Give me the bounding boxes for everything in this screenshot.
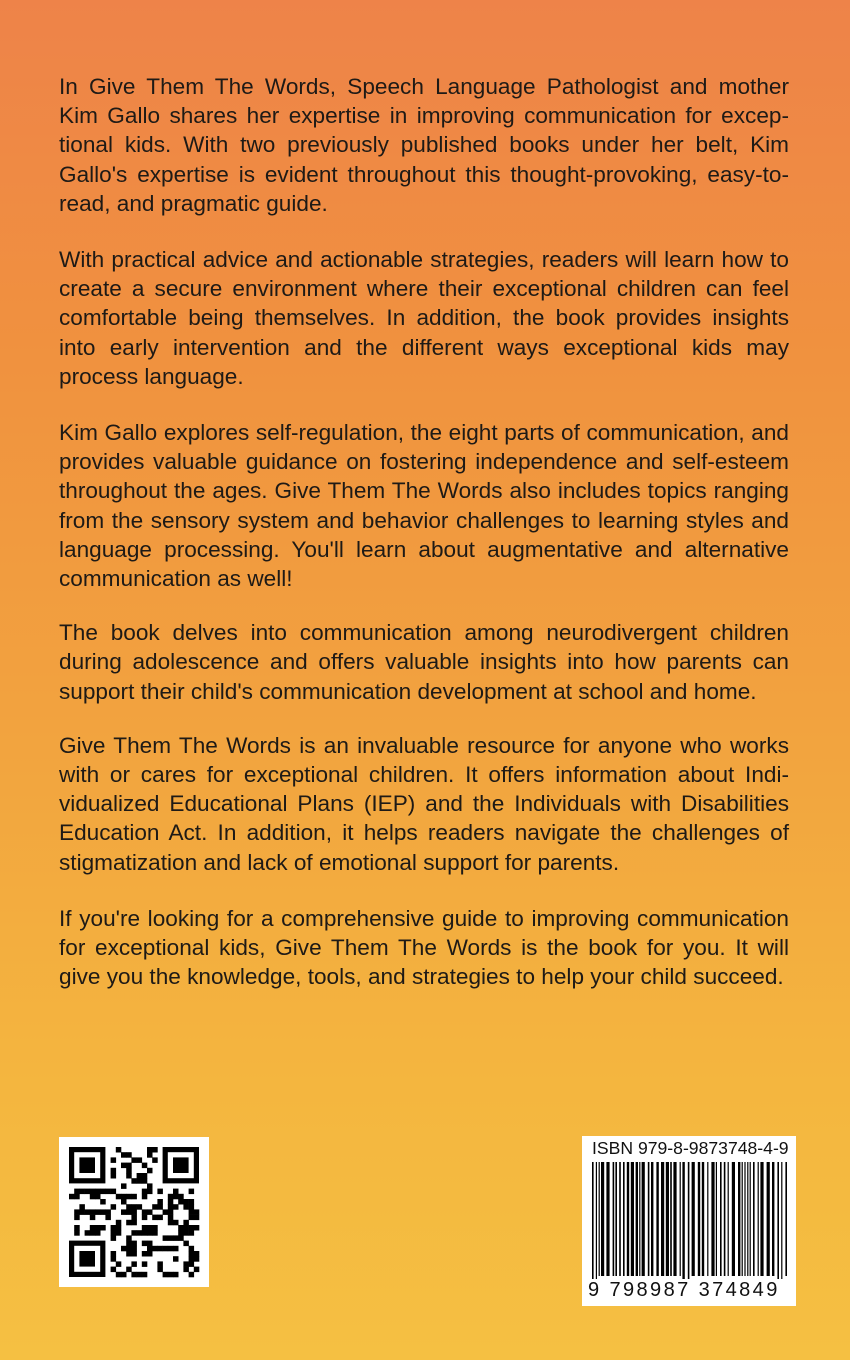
barcode-icon — [590, 1162, 788, 1288]
isbn-barcode — [582, 1136, 796, 1306]
barcode-digits: 9 798987 374849 — [588, 1279, 790, 1302]
paragraph-2: With practical advice and actionable strategies, readers will learn how to create a secure environment where their exceptional children can feel comfortable being themselves. In addition, the book provides insights into early intervention and the different ways exceptional kids may process language. — [59, 247, 789, 389]
paragraph-4: The book delves into communication among neurodivergent children during adolescence and offers valuable insights into how parents can support their child's communication development at school and home. — [59, 620, 789, 704]
isbn-label: ISBN 979-8-9873748-4-9 — [592, 1138, 789, 1158]
paragraph-5: Give Them The Words is an invaluable resource for anyone who works with or cares for exceptional children. It offers information about Individualized Educational Plans (IEP) and the Individuals with Disabilities Education Act. In addition, it helps readers navigate the challenges of stigmatization and lack of emotional support for parents. — [59, 732, 789, 875]
paragraph-3: Kim Gallo explores self-regulation, the eight parts of communication, and provides valuable guidance on fostering independence and self-esteem throughout the ages. Give Them The Words also includes topics ranging from the sensory system and behavior challenges to learning styles and language processing. You'll learn about augmentative and alternative communication as well! — [59, 420, 789, 592]
paragraph-1: In Give Them The Words, Speech Language Pathologist and mother Kim Gallo shares her expertise in improving communication for exceptional kids. With two previously published books under her belt, Kim Gallo's expertise is evident throughout this thought-provoking, easy-to-read, and pragmatic guide. — [59, 74, 789, 216]
qr-code-graphic — [59, 1137, 209, 1287]
blurb-text — [59, 72, 789, 1018]
qr-code-icon — [59, 1137, 209, 1287]
paragraph-6: If you're looking for a comprehensive guide to improving communication for exceptional kids, Give Them The Words is the book for you. It will give you the knowledge, tools, and strategies to help your child succeed. — [59, 905, 789, 990]
